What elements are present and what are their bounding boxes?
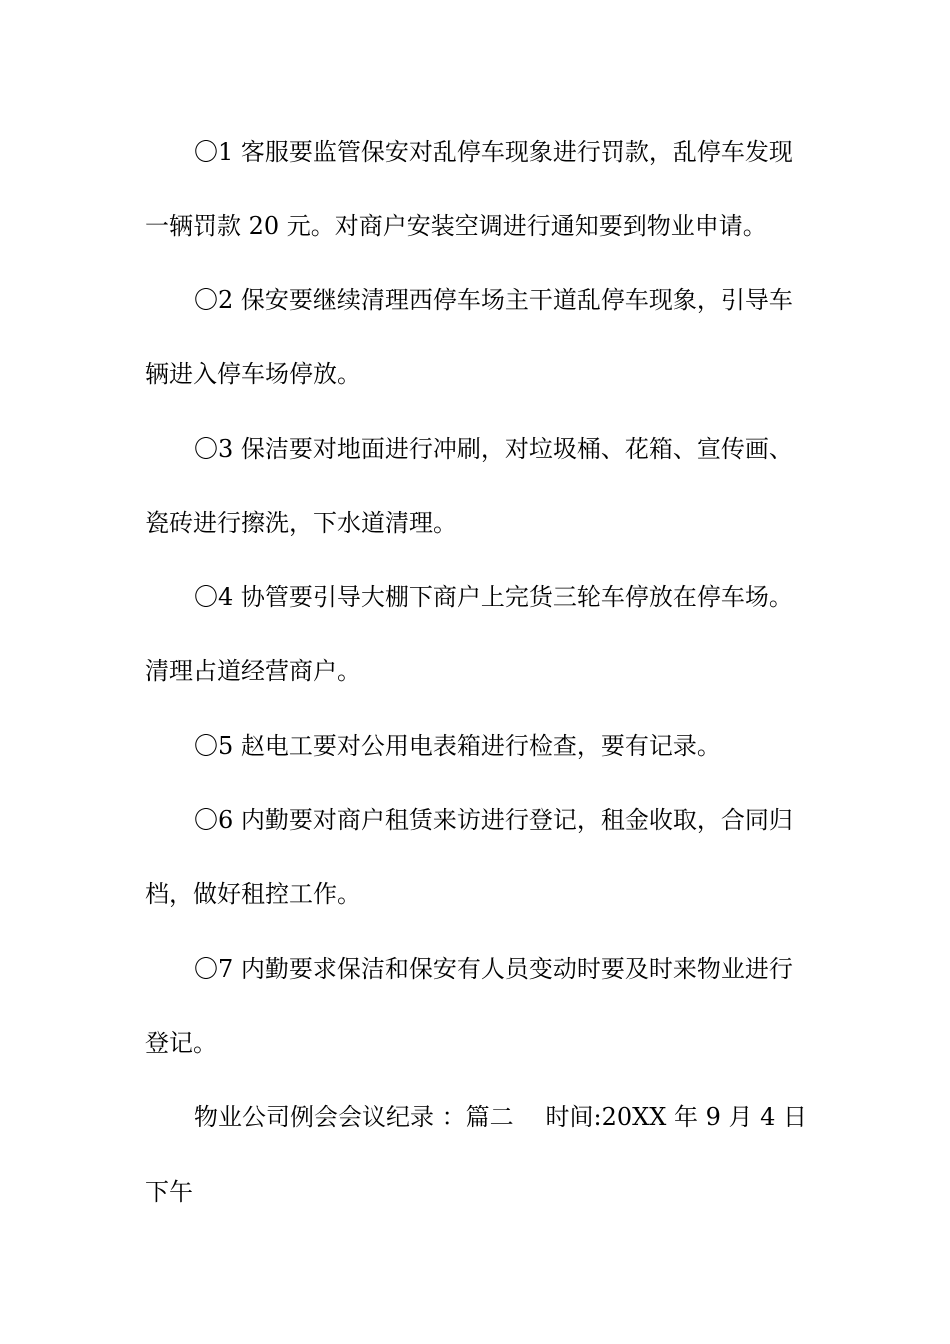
item-1-line-1: 〇1 客服要监管保安对乱停车现象进行罚款，乱停车发现 — [194, 138, 793, 166]
meeting-time: 时间:20XX 年 9 月 4 日 — [545, 1103, 807, 1131]
item-4-line-2: 清理占道经营商户。 — [145, 657, 361, 685]
item-1-line-2: 一辆罚款 20 元。对商户安装空调进行通知要到物业申请。 — [145, 212, 767, 240]
section-heading-line — [194, 1097, 807, 1137]
item-4-line-1: 〇4 协管要引导大棚下商户上完货三轮车停放在停车场。 — [194, 583, 793, 611]
section-title: 物业公司例会会议纪录 ：篇二 — [194, 1103, 514, 1131]
item-3-line-2: 瓷砖进行擦洗，下水道清理。 — [145, 509, 457, 537]
item-6-line-1: 〇6 内勤要对商户租赁来访进行登记，租金收取，合同归 — [194, 806, 793, 834]
item-2-line-2: 辆进入停车场停放。 — [145, 360, 361, 388]
item-2-line-1: 〇2 保安要继续清理西停车场主干道乱停车现象，引导车 — [194, 286, 793, 314]
item-5-line-1: 〇5 赵电工要对公用电表箱进行检查，要有记录。 — [194, 732, 721, 760]
item-6-line-2: 档，做好租控工作。 — [145, 880, 361, 908]
item-7-line-2: 登记。 — [145, 1029, 217, 1057]
item-7-line-1: 〇7 内勤要求保洁和保安有人员变动时要及时来物业进行 — [194, 955, 793, 983]
meeting-time-continuation: 下午 — [145, 1178, 193, 1206]
item-3-line-1: 〇3 保洁要对地面进行冲刷，对垃圾桶、花箱、宣传画、 — [194, 435, 793, 463]
